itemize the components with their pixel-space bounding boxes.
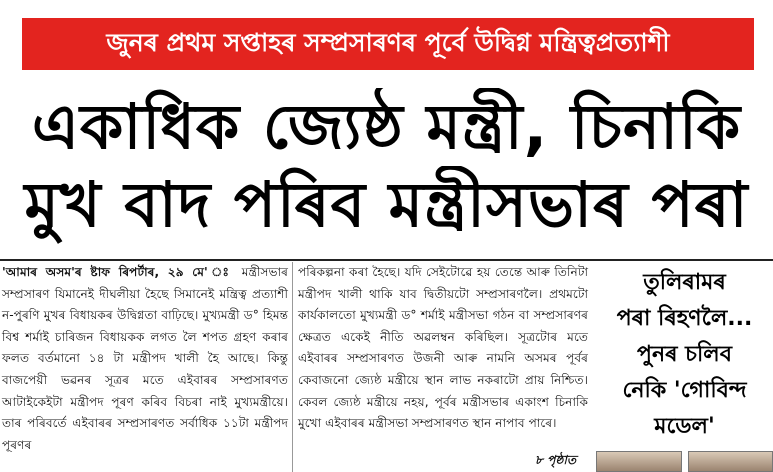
article-column-2 xyxy=(298,262,588,472)
section-divider xyxy=(0,259,773,261)
sidebar-headline-line: নেকি 'গোবিন্দ xyxy=(622,378,747,403)
article-text-2: পৰিকল্পনা কৰা হৈছে। যদি সেইটোৱে হয় তেন্তে আৰু তিনিটা মন্ত্ৰীপদ খালী থাকি যাব দ্বিতীয়টো সম্প্ৰসাৰণলৈ। প্ৰথমটো কাৰ্যকালতো মুখ্যমন্ত্ৰী ড° শৰ্মাই মন্ত্ৰীসভা গঠন বা সম্প্ৰসাৰণৰ ক্ষেত্ৰত একেই নীতি অৱলম্বন কৰিছিল। সূত্ৰটোৰ মতে এইবাৰৰ সম্প্ৰসাৰণত উজনী আৰু নামনি অসমৰ পূৰ্বৰ কেবাজনো জ্যেষ্ঠ মন্ত্ৰীয়ে স্থান লাভ নকৰাটো প্ৰায় নিশ্চিত। কেবল জ্যেষ্ঠ মন্ত্ৰীয়ে নহয়, পূৰ্বৰ মন্ত্ৰীসভাৰ একাংশ চিনাকি মুখো এইবাৰৰ মন্ত্ৰীসভা সম্প্ৰসাৰণত স্থান নাপাব পাৰে। xyxy=(298,265,588,431)
column-divider xyxy=(292,262,293,472)
article-column-1 xyxy=(2,262,288,456)
kicker-text: জুনৰ প্ৰথম সপ্তাহৰ সম্প্ৰসাৰণৰ পূৰ্বে উদ্বিগ্ন মন্ত্ৰিত্বপ্ৰত্যাশী xyxy=(106,27,670,57)
sidebar-story xyxy=(596,265,773,472)
byline: 'আমাৰ অসম'ৰ ষ্টাফ ৰিপৰ্টাৰ, ২৯ মে' ঃ xyxy=(2,265,234,279)
headline-line-1: একাধিক জ্যেষ্ঠ মন্ত্ৰী, চিনাকি xyxy=(31,90,742,163)
kicker-banner xyxy=(22,18,754,70)
continued-marker: ৮ পৃষ্ঠাত xyxy=(534,453,576,468)
headline-line-2: মুখ বাদ পৰিব মন্ত্ৰীসভাৰ পৰা xyxy=(24,168,749,241)
portrait-photo xyxy=(596,451,682,472)
portrait-photo xyxy=(688,451,773,472)
sidebar-headline-line: তুলিৰামৰ xyxy=(643,270,726,295)
article-text-1: মন্ত্ৰীসভাৰ সম্প্ৰসাৰণ যিমানেই দীঘলীয়া হৈছে সিমানেই মন্ত্ৰিত্ব প্ৰত্যাশী ন-পুৰণি মুখৰ বিধায়কৰ উদ্বিগ্নতা বাঢ়িছে। মুখ্যমন্ত্ৰী ড° হিমন্ত বিশ্ব শৰ্মাই চাৰিজন বিধায়কক লগত লৈ শপত গ্ৰহণ কৰাৰ ফলত বৰ্তমানো ১৪ টা মন্ত্ৰীপদ খালী হৈ আছে। কিন্তু বাজপেয়ী ভৱনৰ সূত্ৰৰ মতে এইবাৰৰ সম্প্ৰসাৰণত আটাইকেইটা মন্ত্ৰীপদ পূৰণ কৰিব বিচৰা নাই মুখ্যমন্ত্ৰীয়ে। তাৰ পৰিবৰ্তে এইবাৰৰ সম্প্ৰসাৰণত সৰ্বাধিক ১১টা মন্ত্ৰীপদ পূৰণৰ xyxy=(2,265,289,452)
main-headline xyxy=(0,88,773,244)
sidebar-headline-line: পুনৰ চলিব xyxy=(637,342,732,367)
sidebar-photos xyxy=(596,451,773,472)
sidebar-headline xyxy=(596,265,773,445)
sidebar-headline-line: মডেল' xyxy=(654,414,715,439)
sidebar-headline-line: পৰা ৰিহণলৈ... xyxy=(616,306,753,331)
